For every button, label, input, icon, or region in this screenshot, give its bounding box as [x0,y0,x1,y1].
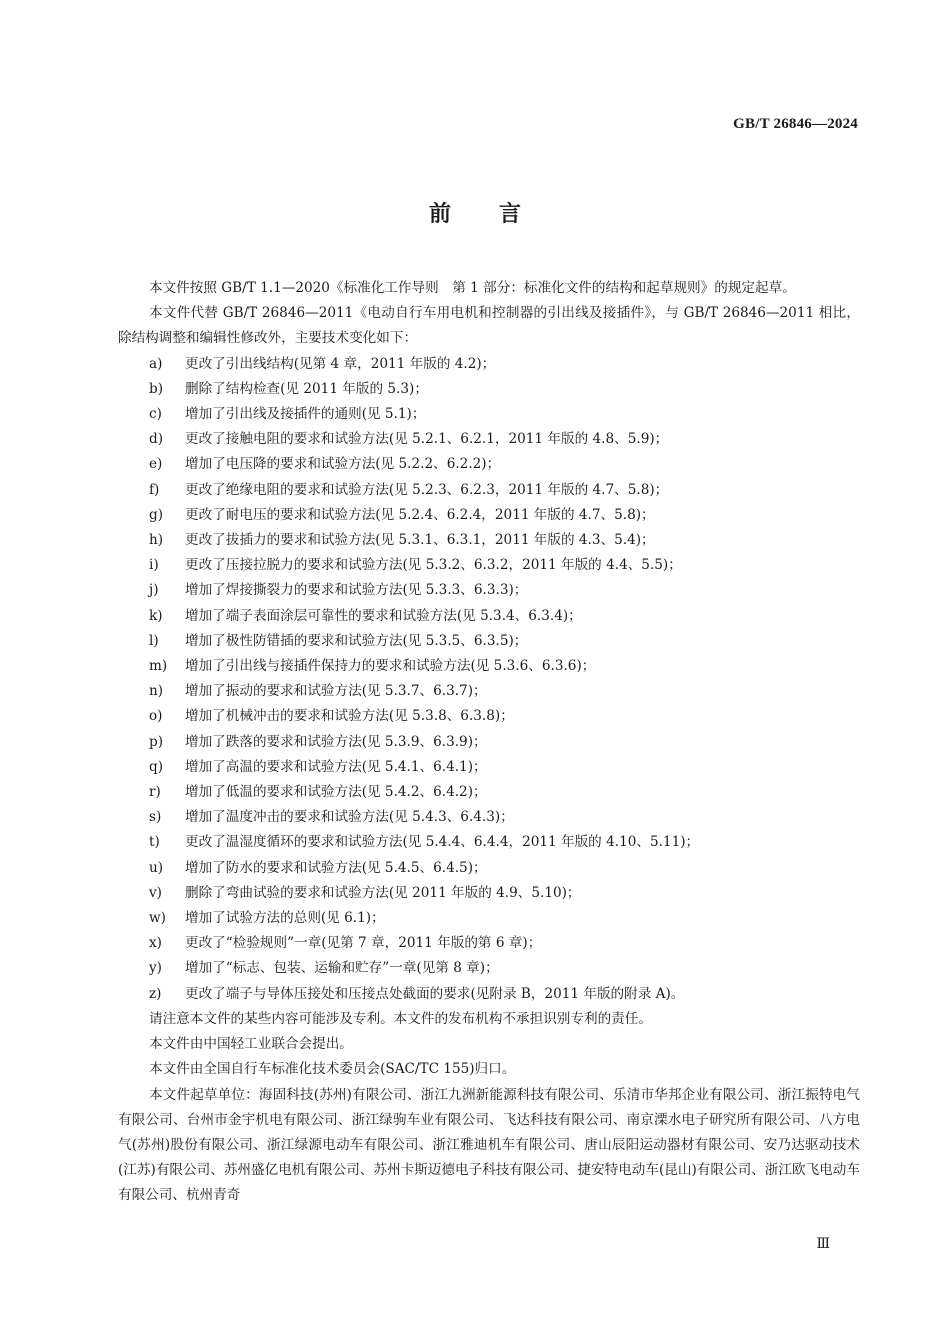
change-item-label: q) [149,758,164,775]
intro-paragraph-1: 本文件按照 GB/T 1.1—2020《标准化工作导则 第 1 部分：标准化文件的结构和起草规则》的规定起草。 [149,280,796,296]
change-item-text: 更改了耐电压的要求和试验方法(见 5.2.4、6.2.4，2011 年版的 4.7、5.8)； [185,506,655,523]
page-number: Ⅲ [816,1236,830,1252]
change-item [118,780,860,805]
change-item-label: j) [149,582,159,599]
custodian-statement: 本文件由全国自行车标准化技术委员会(SAC/TC 155)归口。 [149,1061,516,1078]
change-item-label: g) [149,506,164,523]
drafting-units: 本文件起草单位：海固科技(苏州)有限公司、浙江九洲新能源科技有限公司、乐清市华邦企业有限公司、浙江振特电气有限公司、台州市金宇机电有限公司、浙江绿驹车业有限公司、飞达科技有限公司、南京溧水电子研究所有限公司、八方电气(苏州)股份有限公司、浙江绿源电动车有限公司、浙江雅迪机车有限公司、唐山辰阳运动器材有限公司、安乃达驱动技术(江苏)有限公司、苏州盛亿电机有限公司、苏州卡斯迈德电子科技有限公司、捷安特电动车(昆山)有限公司、浙江欧飞电动车有限公司、杭州青奇 [118,1086,860,1204]
change-item-label: n) [149,683,164,700]
change-item [118,956,860,981]
change-item-text: 增加了引出线及接插件的通则(见 5.1)； [185,406,426,423]
change-item-text: 增加了“标志、包装、运输和贮存”一章(见第 8 章)； [185,960,499,977]
change-item-label: p) [149,733,164,750]
change-item-text: 增加了试验方法的总则(见 6.1)； [185,910,385,927]
change-item-text: 更改了绝缘电阻的要求和试验方法(见 5.2.3、6.2.3，2011 年版的 4.7、5.8)； [185,481,669,498]
change-item [118,478,860,503]
change-item-text: 更改了接触电阻的要求和试验方法(见 5.2.1、6.2.1，2011 年版的 4.8、5.9)； [185,431,669,448]
change-item-label: o) [149,708,163,725]
change-item-label: v) [149,884,162,901]
change-item-text: 增加了振动的要求和试验方法(见 5.3.7、6.3.7)； [185,683,487,700]
change-item-label: m) [149,658,168,675]
change-item [118,377,860,402]
change-item [118,805,860,830]
change-item-label: f) [149,481,160,498]
change-item [118,906,860,931]
change-item [118,528,860,553]
change-item-text: 更改了拔插力的要求和试验方法(见 5.3.1、6.3.1，2011 年版的 4.3、5.4)； [185,532,655,549]
change-item-label: t) [149,834,160,851]
changes-list [118,352,860,1007]
change-item [118,352,860,377]
change-item-label: r) [149,784,161,801]
foreword-body [118,276,860,1209]
change-item-text: 增加了防水的要求和试验方法(见 5.4.5、6.4.5)； [185,859,487,876]
change-item [118,578,860,603]
change-item-label: b) [149,380,164,397]
change-item [118,604,860,629]
change-item-text: 增加了引出线与接插件保持力的要求和试验方法(见 5.3.6、6.3.6)； [185,658,596,675]
page-title: 前言 [428,202,569,227]
change-item-text: 更改了温湿度循环的要求和试验方法(见 5.4.4、6.4.4，2011 年版的 4.10、5.11)； [185,834,700,851]
change-item-label: y) [149,960,162,977]
change-item-label: c) [149,406,162,423]
intro-paragraph-2: 本文件代替 GB/T 26846—2011《电动自行车用电机和控制器的引出线及接插件》，与 GB/T 26846—2011 相比，除结构调整和编辑性修改外，主要技术变化如下： [118,305,860,347]
change-item-text: 增加了高温的要求和试验方法(见 5.4.1、6.4.1)； [185,758,487,775]
change-item-label: e) [149,456,163,473]
change-item-label: i) [149,557,159,574]
change-item-text: 更改了端子与导体压接处和压接点处截面的要求(见附录 B，2011 年版的附录 A)。 [185,985,685,1002]
change-item-label: k) [149,607,163,624]
change-item-label: l) [149,632,159,649]
change-item [118,755,860,780]
change-item-label: x) [149,935,162,952]
change-item [118,982,860,1007]
change-item-text: 增加了温度冲击的要求和试验方法(见 5.4.3、6.4.3)； [185,809,514,826]
change-item [118,830,860,855]
change-item-label: u) [149,859,164,876]
change-item-text: 删除了弯曲试验的要求和试验方法(见 2011 年版的 4.9、5.10)； [185,884,581,901]
change-item-label: w) [149,910,166,927]
change-item-label: d) [149,431,164,448]
change-item-text: 更改了压接拉脱力的要求和试验方法(见 5.3.2、6.3.2，2011 年版的 4.4、5.5)； [185,557,682,574]
change-item [118,730,860,755]
change-item [118,427,860,452]
change-item [118,452,860,477]
change-item [118,856,860,881]
change-item-text: 更改了“检验规则”一章(见第 7 章，2011 年版的第 6 章)； [185,935,542,952]
change-item-text: 更改了引出线结构(见第 4 章，2011 年版的 4.2)； [185,355,496,372]
proposer-statement: 本文件由中国轻工业联合会提出。 [149,1036,353,1053]
patent-notice: 请注意本文件的某些内容可能涉及专利。本文件的发布机构不承担识别专利的责任。 [149,1010,652,1027]
change-item [118,931,860,956]
change-item [118,629,860,654]
change-item [118,881,860,906]
change-item [118,704,860,729]
change-item-text: 增加了跌落的要求和试验方法(见 5.3.9、6.3.9)； [185,733,487,750]
change-item-label: s) [149,809,162,826]
change-item [118,679,860,704]
change-item-text: 增加了低温的要求和试验方法(见 5.4.2、6.4.2)； [185,784,487,801]
change-item-text: 删除了结构检查(见 2011 年版的 5.3)； [185,380,428,397]
change-item-text: 增加了端子表面涂层可靠性的要求和试验方法(见 5.3.4、6.3.4)； [185,607,582,624]
change-item [118,654,860,679]
change-item-text: 增加了机械冲击的要求和试验方法(见 5.3.8、6.3.8)； [185,708,514,725]
change-item-label: z) [149,985,162,1002]
standard-code: GB/T 26846—2024 [733,116,858,132]
change-item [118,402,860,427]
change-item [118,503,860,528]
change-item-text: 增加了极性防错插的要求和试验方法(见 5.3.5、6.3.5)； [185,632,528,649]
change-item-text: 增加了电压降的要求和试验方法(见 5.2.2、6.2.2)； [185,456,501,473]
change-item-label: a) [149,355,163,372]
change-item-label: h) [149,532,164,549]
change-item-text: 增加了焊接撕裂力的要求和试验方法(见 5.3.3、6.3.3)； [185,582,528,599]
change-item [118,553,860,578]
